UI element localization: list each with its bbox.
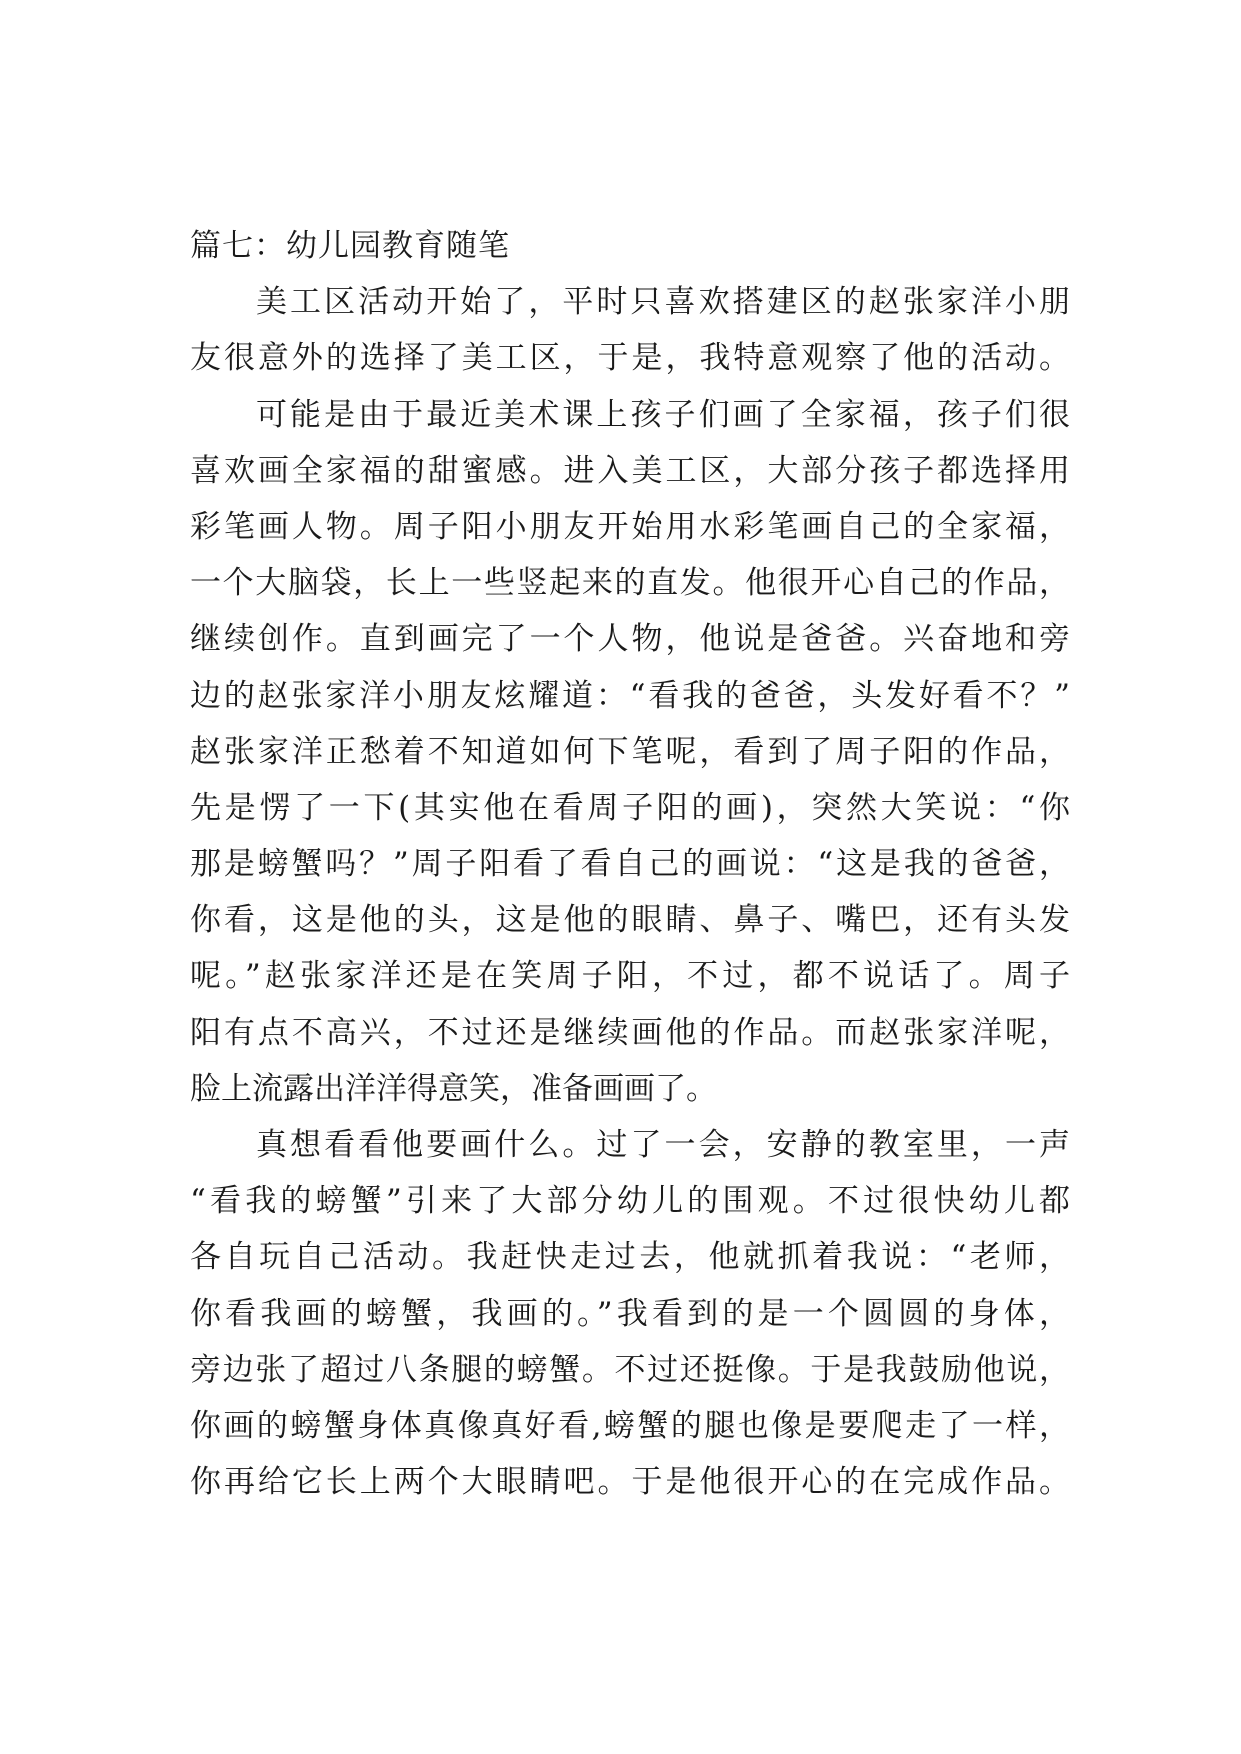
paragraph-2-line-12: 阳有点不高兴，不过还是继续画他的作品。而赵张家洋呢， [190,1014,1070,1051]
paragraph-2-line-11: 呢。”赵张家洋还是在笑周子阳，不过，都不说话了。周子 [190,958,1070,995]
paragraph-3-line-7: 你再给它长上两个大眼睛吧。于是他很开心的在完成作品。 [190,1464,1070,1501]
paragraph-3-line-3: 各自玩自己活动。我赶快走过去，他就抓着我说：“老师， [190,1239,1070,1276]
paragraph-2-line-1: 可能是由于最近美术课上孩子们画了全家福，孩子们很 [256,396,1070,433]
paragraph-2-line-3: 彩笔画人物。周子阳小朋友开始用水彩笔画自己的全家福， [190,508,1070,545]
document-title: 篇七：幼儿园教育随笔 [190,228,510,264]
paragraph-3-line-4: 你看我画的螃蟹，我画的。”我看到的是一个圆圆的身体， [190,1295,1070,1332]
paragraph-2-line-2: 喜欢画全家福的甜蜜感。进入美工区，大部分孩子都选择用 [190,452,1070,489]
paragraph-3-line-1: 真想看看他要画什么。过了一会，安静的教室里，一声 [256,1127,1070,1163]
paragraph-3-line-5: 旁边张了超过八条腿的螃蟹。不过还挺像。于是我鼓励他说， [190,1351,1070,1388]
paragraph-1-line-1: 美工区活动开始了，平时只喜欢搭建区的赵张家洋小朋 [256,284,1070,321]
paragraph-3-line-6: 你画的螃蟹身体真像真好看,螃蟹的腿也像是要爬走了一样， [190,1407,1070,1444]
paragraph-2-line-4: 一个大脑袋，长上一些竖起来的直发。他很开心自己的作品， [190,565,1070,602]
paragraph-2-line-6: 边的赵张家洋小朋友炫耀道：“看我的爸爸，头发好看不？” [190,677,1070,714]
paragraph-3-line-2: “看我的螃蟹”引来了大部分幼儿的围观。不过很快幼儿都 [190,1183,1070,1220]
paragraph-1-line-2: 友很意外的选择了美工区，于是，我特意观察了他的活动。 [190,340,1070,377]
document-body [190,218,1070,1510]
paragraph-2-line-13: 脸上流露出洋洋得意笑，准备画画了。 [190,1070,717,1107]
paragraph-2-line-7: 赵张家洋正愁着不知道如何下笔呢，看到了周子阳的作品， [190,733,1070,770]
paragraph-2-line-10: 你看，这是他的头，这是他的眼睛、鼻子、嘴巴，还有头发 [190,902,1070,939]
paragraph-2-line-5: 继续创作。直到画完了一个人物，他说是爸爸。兴奋地和旁 [190,621,1070,658]
paragraph-2-line-9: 那是螃蟹吗？”周子阳看了看自己的画说：“这是我的爸爸， [190,846,1070,883]
paragraph-2-line-8: 先是愣了一下(其实他在看周子阳的画)，突然大笑说：“你 [190,789,1070,826]
